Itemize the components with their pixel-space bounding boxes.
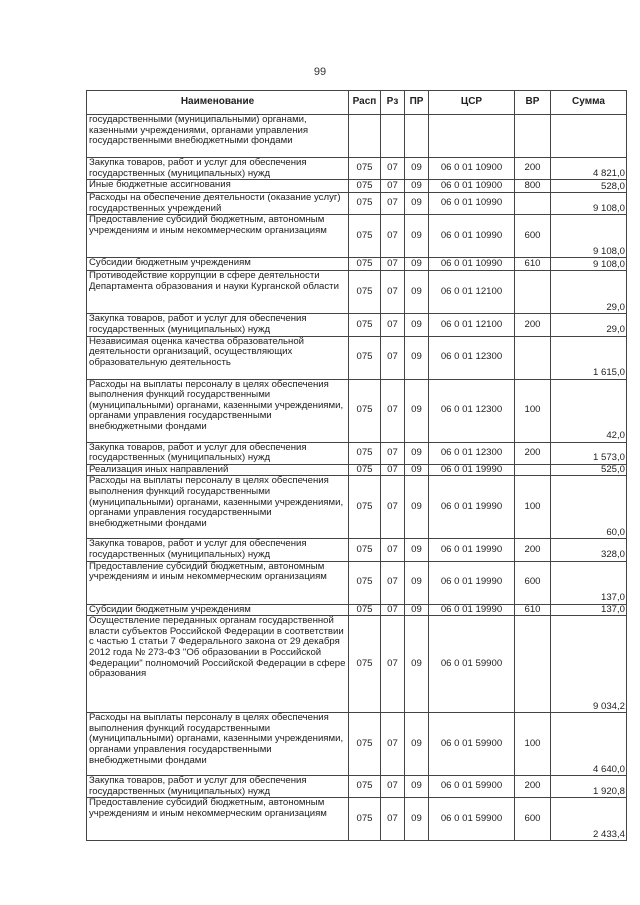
- row-csr: 06 0 01 59900: [429, 776, 515, 798]
- header-vr: ВР: [515, 91, 551, 115]
- row-csr: 06 0 01 19990: [429, 464, 515, 476]
- row-csr: 06 0 01 10990: [429, 193, 515, 215]
- row-vr: 600: [515, 798, 551, 841]
- row-rz: 07: [381, 158, 405, 180]
- row-name: Предоставление субсидий бюджетным, автономным учреждениям и иным некоммерческим организациям: [87, 561, 349, 604]
- row-rz: 07: [381, 193, 405, 215]
- row-pr: 09: [405, 442, 429, 464]
- row-vr: 100: [515, 379, 551, 442]
- row-rz: 07: [381, 442, 405, 464]
- row-sum: 528,0: [551, 180, 627, 193]
- row-vr: [515, 193, 551, 215]
- row-csr: 06 0 01 12100: [429, 271, 515, 314]
- row-pr: 09: [405, 464, 429, 476]
- table-row: [87, 776, 627, 798]
- row-rasp: 075: [349, 616, 381, 713]
- row-csr: 06 0 01 12300: [429, 336, 515, 379]
- row-vr: 100: [515, 476, 551, 539]
- row-sum: 1 615,0: [551, 336, 627, 379]
- row-sum: 328,0: [551, 539, 627, 561]
- row-rz: 07: [381, 464, 405, 476]
- table-row: [87, 258, 627, 271]
- row-sum: 1 920,8: [551, 776, 627, 798]
- row-rasp: 075: [349, 158, 381, 180]
- row-name: Расходы на выплаты персоналу в целях обеспечения выполнения функций государственными (муниципальными) органами, казенными учреждениями, органами управления государственными внебюджетными фондами: [87, 379, 349, 442]
- row-pr: 09: [405, 616, 429, 713]
- row-rz: 07: [381, 258, 405, 271]
- row-name: Осуществление переданных органам государственной власти субъектов Российской Федерации в соответствии с частью 1 статьи 7 Федерального закона от 29 декабря 2012 года № 273-ФЗ "Об образовании в Российской Федерации" полномочий Российской Федерации в сфере образования: [87, 616, 349, 713]
- row-csr: 06 0 01 12100: [429, 314, 515, 336]
- row-name: Закупка товаров, работ и услуг для обеспечения государственных (муниципальных) нужд: [87, 314, 349, 336]
- row-pr: 09: [405, 336, 429, 379]
- row-sum: 9 034,2: [551, 616, 627, 713]
- row-name: Иные бюджетные ассигнования: [87, 180, 349, 193]
- row-vr: 610: [515, 604, 551, 616]
- row-pr: [405, 115, 429, 158]
- row-csr: 06 0 01 12300: [429, 379, 515, 442]
- row-name: государственными (муниципальными) органами, казенными учреждениями, органами управления государственными внебюджетными фондами: [87, 115, 349, 158]
- row-vr: 610: [515, 258, 551, 271]
- table-row: [87, 604, 627, 616]
- table-row: [87, 180, 627, 193]
- row-name: Закупка товаров, работ и услуг для обеспечения государственных (муниципальных) нужд: [87, 442, 349, 464]
- row-pr: 09: [405, 539, 429, 561]
- row-rasp: 075: [349, 314, 381, 336]
- row-sum: 9 108,0: [551, 215, 627, 258]
- table-row: [87, 539, 627, 561]
- row-pr: 09: [405, 798, 429, 841]
- row-rz: 07: [381, 271, 405, 314]
- table-row: [87, 193, 627, 215]
- row-name: Закупка товаров, работ и услуг для обеспечения государственных (муниципальных) нужд: [87, 776, 349, 798]
- header-rasp: Расп: [349, 91, 381, 115]
- row-vr: 200: [515, 314, 551, 336]
- table-row: [87, 616, 627, 713]
- row-csr: 06 0 01 19990: [429, 476, 515, 539]
- row-vr: 200: [515, 776, 551, 798]
- row-sum: 137,0: [551, 561, 627, 604]
- row-pr: 09: [405, 379, 429, 442]
- row-pr: 09: [405, 713, 429, 776]
- row-rasp: 075: [349, 442, 381, 464]
- row-name: Расходы на выплаты персоналу в целях обеспечения выполнения функций государственными (муниципальными) органами, казенными учреждениями, органами управления государственными внебюджетными фондами: [87, 476, 349, 539]
- row-vr: 100: [515, 713, 551, 776]
- row-csr: 06 0 01 19990: [429, 561, 515, 604]
- row-name: Расходы на выплаты персоналу в целях обеспечения выполнения функций государственными (муниципальными) органами, казенными учреждениями, органами управления государственными внебюджетными фондами: [87, 713, 349, 776]
- row-name: Противодействие коррупции в сфере деятельности Департамента образования и науки Курганской области: [87, 271, 349, 314]
- row-pr: 09: [405, 271, 429, 314]
- row-rasp: 075: [349, 798, 381, 841]
- row-csr: 06 0 01 59900: [429, 713, 515, 776]
- row-vr: [515, 464, 551, 476]
- table-row: [87, 464, 627, 476]
- table-row: [87, 442, 627, 464]
- row-rz: 07: [381, 798, 405, 841]
- row-rz: [381, 115, 405, 158]
- row-pr: 09: [405, 258, 429, 271]
- row-csr: 06 0 01 19990: [429, 539, 515, 561]
- row-pr: 09: [405, 776, 429, 798]
- row-pr: 09: [405, 604, 429, 616]
- header-pr: ПР: [405, 91, 429, 115]
- header-sum: Сумма: [551, 91, 627, 115]
- table-row: [87, 561, 627, 604]
- row-sum: 4 640,0: [551, 713, 627, 776]
- row-rz: 07: [381, 616, 405, 713]
- row-csr: 06 0 01 10990: [429, 258, 515, 271]
- row-vr: [515, 115, 551, 158]
- row-name: Закупка товаров, работ и услуг для обеспечения государственных (муниципальных) нужд: [87, 539, 349, 561]
- row-rz: 07: [381, 561, 405, 604]
- row-pr: 09: [405, 314, 429, 336]
- row-rz: 07: [381, 215, 405, 258]
- table-row: [87, 115, 627, 158]
- row-name: Предоставление субсидий бюджетным, автономным учреждениям и иным некоммерческим организациям: [87, 215, 349, 258]
- row-name: Закупка товаров, работ и услуг для обеспечения государственных (муниципальных) нужд: [87, 158, 349, 180]
- row-vr: 200: [515, 539, 551, 561]
- table-row: [87, 336, 627, 379]
- row-pr: 09: [405, 215, 429, 258]
- row-sum: 9 108,0: [551, 193, 627, 215]
- page-number: 99: [313, 66, 327, 78]
- table-row: [87, 379, 627, 442]
- row-vr: 800: [515, 180, 551, 193]
- table-body: [87, 115, 627, 841]
- row-csr: 06 0 01 59900: [429, 798, 515, 841]
- budget-table: [86, 90, 627, 841]
- row-rasp: 075: [349, 180, 381, 193]
- row-rz: 07: [381, 336, 405, 379]
- table-row: [87, 158, 627, 180]
- row-rz: 07: [381, 604, 405, 616]
- row-sum: 2 433,4: [551, 798, 627, 841]
- row-pr: 09: [405, 561, 429, 604]
- row-sum: 525,0: [551, 464, 627, 476]
- row-sum: 29,0: [551, 271, 627, 314]
- row-sum: 9 108,0: [551, 258, 627, 271]
- row-rasp: 075: [349, 215, 381, 258]
- row-csr: 06 0 01 10990: [429, 215, 515, 258]
- row-rasp: 075: [349, 539, 381, 561]
- table-row: [87, 271, 627, 314]
- header-rz: Рз: [381, 91, 405, 115]
- row-rasp: 075: [349, 604, 381, 616]
- row-rz: 07: [381, 713, 405, 776]
- row-pr: 09: [405, 193, 429, 215]
- row-sum: [551, 115, 627, 158]
- row-rasp: 075: [349, 258, 381, 271]
- row-sum: 42,0: [551, 379, 627, 442]
- row-rasp: 075: [349, 713, 381, 776]
- row-name: Субсидии бюджетным учреждениям: [87, 258, 349, 271]
- row-pr: 09: [405, 180, 429, 193]
- row-rasp: 075: [349, 464, 381, 476]
- header-csr: ЦСР: [429, 91, 515, 115]
- row-sum: 1 573,0: [551, 442, 627, 464]
- header-row: [87, 91, 627, 115]
- row-rasp: 075: [349, 776, 381, 798]
- row-name: Расходы на обеспечение деятельности (оказание услуг) государственных учреждений: [87, 193, 349, 215]
- row-vr: 600: [515, 215, 551, 258]
- row-sum: 4 821,0: [551, 158, 627, 180]
- row-vr: 200: [515, 442, 551, 464]
- row-rasp: [349, 115, 381, 158]
- row-csr: 06 0 01 59900: [429, 616, 515, 713]
- row-pr: 09: [405, 476, 429, 539]
- row-name: Реализация иных направлений: [87, 464, 349, 476]
- row-rz: 07: [381, 539, 405, 561]
- row-vr: 600: [515, 561, 551, 604]
- table-row: [87, 476, 627, 539]
- row-csr: 06 0 01 12300: [429, 442, 515, 464]
- row-sum: 29,0: [551, 314, 627, 336]
- row-rz: 07: [381, 314, 405, 336]
- table-row: [87, 798, 627, 841]
- header-name: Наименование: [87, 91, 349, 115]
- row-sum: 137,0: [551, 604, 627, 616]
- table-row: [87, 215, 627, 258]
- row-csr: [429, 115, 515, 158]
- row-csr: 06 0 01 10900: [429, 158, 515, 180]
- row-vr: 200: [515, 158, 551, 180]
- row-rasp: 075: [349, 336, 381, 379]
- table-row: [87, 314, 627, 336]
- row-csr: 06 0 01 19990: [429, 604, 515, 616]
- row-rasp: 075: [349, 193, 381, 215]
- row-sum: 60,0: [551, 476, 627, 539]
- row-rz: 07: [381, 476, 405, 539]
- table-row: [87, 713, 627, 776]
- row-rz: 07: [381, 379, 405, 442]
- row-rasp: 075: [349, 271, 381, 314]
- row-rasp: 075: [349, 379, 381, 442]
- row-rz: 07: [381, 180, 405, 193]
- row-rasp: 075: [349, 476, 381, 539]
- row-rz: 07: [381, 776, 405, 798]
- row-name: Предоставление субсидий бюджетным, автономным учреждениям и иным некоммерческим организациям: [87, 798, 349, 841]
- row-name: Субсидии бюджетным учреждениям: [87, 604, 349, 616]
- row-vr: [515, 616, 551, 713]
- row-vr: [515, 336, 551, 379]
- row-vr: [515, 271, 551, 314]
- row-csr: 06 0 01 10900: [429, 180, 515, 193]
- row-rasp: 075: [349, 561, 381, 604]
- row-name: Независимая оценка качества образовательной деятельности организаций, осуществляющих образовательную деятельность: [87, 336, 349, 379]
- row-pr: 09: [405, 158, 429, 180]
